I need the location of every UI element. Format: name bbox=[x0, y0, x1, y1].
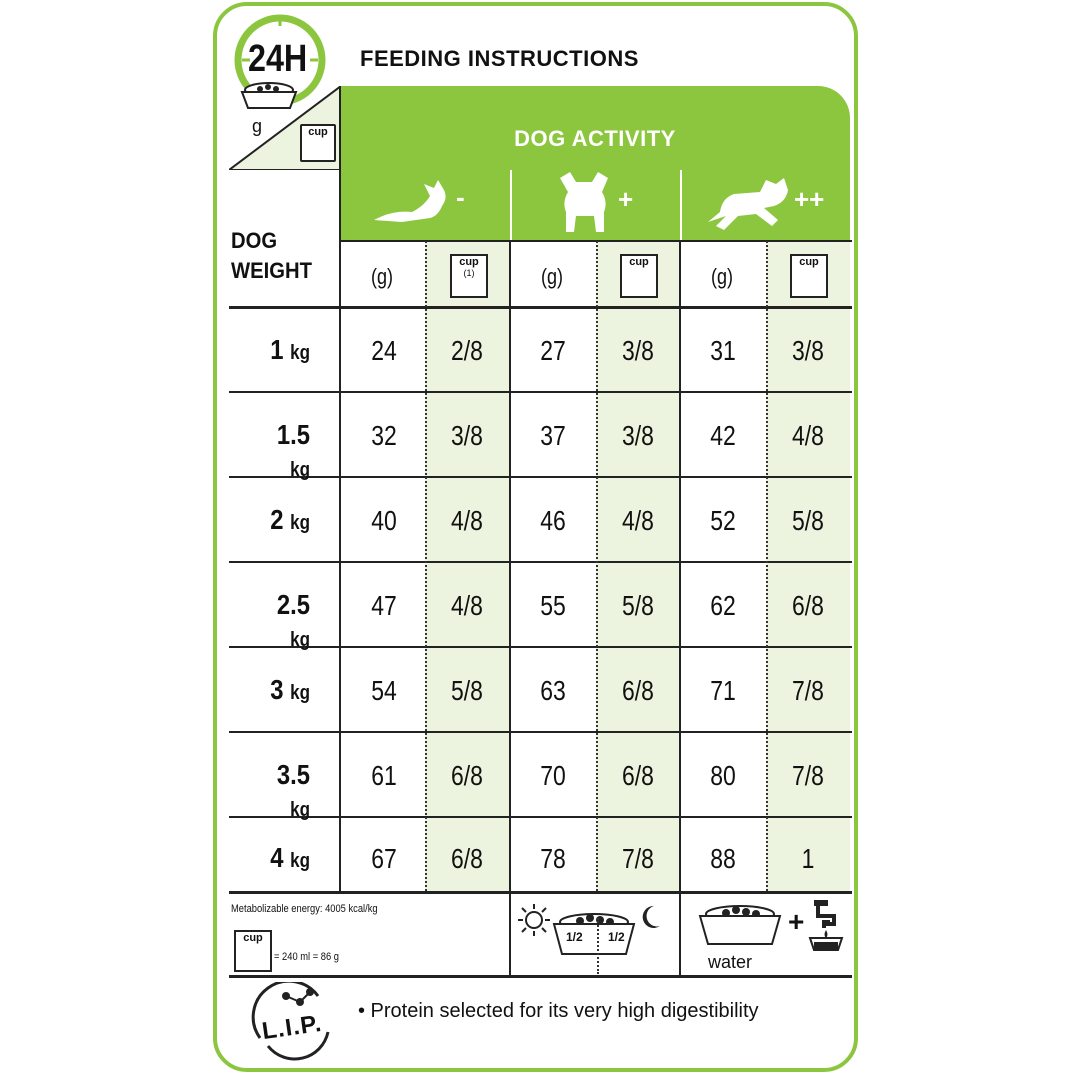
dog-weight-cell: 3 kg bbox=[270, 673, 310, 705]
dotted-divider bbox=[597, 918, 599, 974]
cups-cell: 3/8 bbox=[451, 419, 483, 451]
grid-line bbox=[229, 646, 852, 648]
cups-cell: 5/8 bbox=[792, 504, 824, 536]
cups-cell: 4/8 bbox=[451, 504, 483, 536]
cups-cell: 3/8 bbox=[622, 334, 654, 366]
dotted-divider bbox=[766, 241, 768, 891]
grams-cell: 42 bbox=[710, 419, 736, 451]
grid-line bbox=[229, 816, 852, 818]
sun-icon bbox=[514, 902, 554, 938]
grams-cell: 31 bbox=[710, 334, 736, 366]
standing-dog-icon bbox=[552, 168, 618, 236]
gram-unit: (g) bbox=[370, 264, 394, 289]
grid-line bbox=[229, 731, 852, 733]
activity-divider bbox=[680, 170, 682, 240]
grams-cell: 46 bbox=[540, 504, 566, 536]
grid-line bbox=[229, 975, 852, 978]
gram-unit: (g) bbox=[540, 264, 564, 289]
cups-cell: 6/8 bbox=[622, 674, 654, 706]
dog-weight-cell: 3.5 kg bbox=[276, 758, 310, 821]
dog-weight-cell: 2.5 kg bbox=[276, 588, 310, 651]
cups-cell: 5/8 bbox=[451, 674, 483, 706]
activity-title: DOG ACTIVITY bbox=[514, 126, 676, 151]
grams-cell: 27 bbox=[540, 334, 566, 366]
grams-cell: 80 bbox=[710, 759, 736, 791]
plus-sign: + bbox=[788, 906, 805, 937]
dotted-divider bbox=[596, 241, 598, 891]
running-dog-icon bbox=[704, 172, 796, 236]
activity-level-medium: + bbox=[618, 184, 634, 214]
cups-cell: 6/8 bbox=[451, 843, 483, 874]
cups-cell: 7/8 bbox=[792, 674, 824, 706]
food-bowl-icon bbox=[696, 902, 784, 948]
half-portion-left: 1/2 bbox=[566, 930, 583, 944]
cup-icon: cup bbox=[620, 254, 658, 298]
grams-cell: 61 bbox=[371, 759, 397, 791]
gram-unit: (g) bbox=[710, 264, 734, 289]
page-title: FEEDING INSTRUCTIONS bbox=[360, 46, 639, 71]
grams-cell: 54 bbox=[371, 674, 397, 706]
cups-cell: 5/8 bbox=[622, 589, 654, 621]
half-portion-right: 1/2 bbox=[608, 930, 625, 944]
grams-cell: 47 bbox=[371, 589, 397, 621]
lying-dog-icon bbox=[372, 176, 462, 226]
cup-equivalence: = 240 ml = 86 g bbox=[274, 951, 339, 963]
grams-cell: 67 bbox=[371, 843, 397, 874]
grid-line bbox=[229, 561, 852, 563]
corner-gram-label: g bbox=[252, 116, 263, 136]
cups-cell: 3/8 bbox=[792, 334, 824, 366]
cups-cell: 3/8 bbox=[622, 419, 654, 451]
grams-cell: 37 bbox=[540, 419, 566, 451]
cup-icon: cup (1) bbox=[450, 254, 488, 298]
dog-weight-cell: 1 kg bbox=[270, 333, 310, 365]
moon-icon bbox=[640, 904, 662, 930]
dog-weight-cell: 4 kg bbox=[270, 842, 310, 873]
grid-line bbox=[229, 391, 852, 393]
grams-cell: 71 bbox=[710, 674, 736, 706]
cups-cell: 6/8 bbox=[622, 759, 654, 791]
grid-line bbox=[229, 891, 852, 894]
dog-weight-cell: 2 kg bbox=[270, 503, 310, 535]
cups-cell: 4/8 bbox=[622, 504, 654, 536]
grid-line bbox=[679, 241, 681, 977]
cups-cell: 6/8 bbox=[792, 589, 824, 621]
grid-line bbox=[509, 241, 511, 977]
cups-cell: 2/8 bbox=[451, 334, 483, 366]
dog-weight-header: DOG WEIGHT bbox=[231, 228, 312, 283]
grams-cell: 62 bbox=[710, 589, 736, 621]
cups-cell: 4/8 bbox=[451, 589, 483, 621]
grams-cell: 40 bbox=[371, 504, 397, 536]
dog-weight-cell: 1.5 kg bbox=[276, 418, 310, 481]
activity-level-high: ++ bbox=[794, 184, 825, 214]
grams-cell: 78 bbox=[540, 843, 566, 874]
cups-cell: 6/8 bbox=[451, 759, 483, 791]
activity-divider bbox=[510, 170, 512, 240]
cups-cell: 4/8 bbox=[792, 419, 824, 451]
energy-note: Metabolizable energy: 4005 kcal/kg bbox=[231, 903, 378, 915]
grams-cell: 70 bbox=[540, 759, 566, 791]
grams-cell: 32 bbox=[371, 419, 397, 451]
lip-description: • Protein selected for its very high digestibility bbox=[358, 1000, 759, 1022]
cups-cell: 1 bbox=[801, 843, 815, 874]
grams-cell: 63 bbox=[540, 674, 566, 706]
water-label: water bbox=[708, 952, 753, 972]
cup-icon: cup bbox=[234, 930, 272, 972]
cups-cell: 7/8 bbox=[792, 759, 824, 791]
grams-cell: 88 bbox=[710, 843, 736, 874]
grams-cell: 52 bbox=[710, 504, 736, 536]
grid-line bbox=[229, 306, 852, 309]
grams-cell: 24 bbox=[371, 334, 397, 366]
cup-icon: cup bbox=[790, 254, 828, 298]
lip-logo-text: L.I.P. bbox=[260, 1009, 324, 1046]
grid-line bbox=[339, 86, 341, 893]
grid-line bbox=[229, 476, 852, 478]
water-tap-icon bbox=[806, 898, 846, 952]
activity-level-low: - bbox=[456, 182, 465, 212]
dotted-divider bbox=[425, 241, 427, 891]
corner-cup-icon: cup bbox=[300, 124, 336, 162]
grams-cell: 55 bbox=[540, 589, 566, 621]
cups-cell: 7/8 bbox=[622, 843, 654, 874]
24h-label: 24H bbox=[248, 38, 308, 80]
